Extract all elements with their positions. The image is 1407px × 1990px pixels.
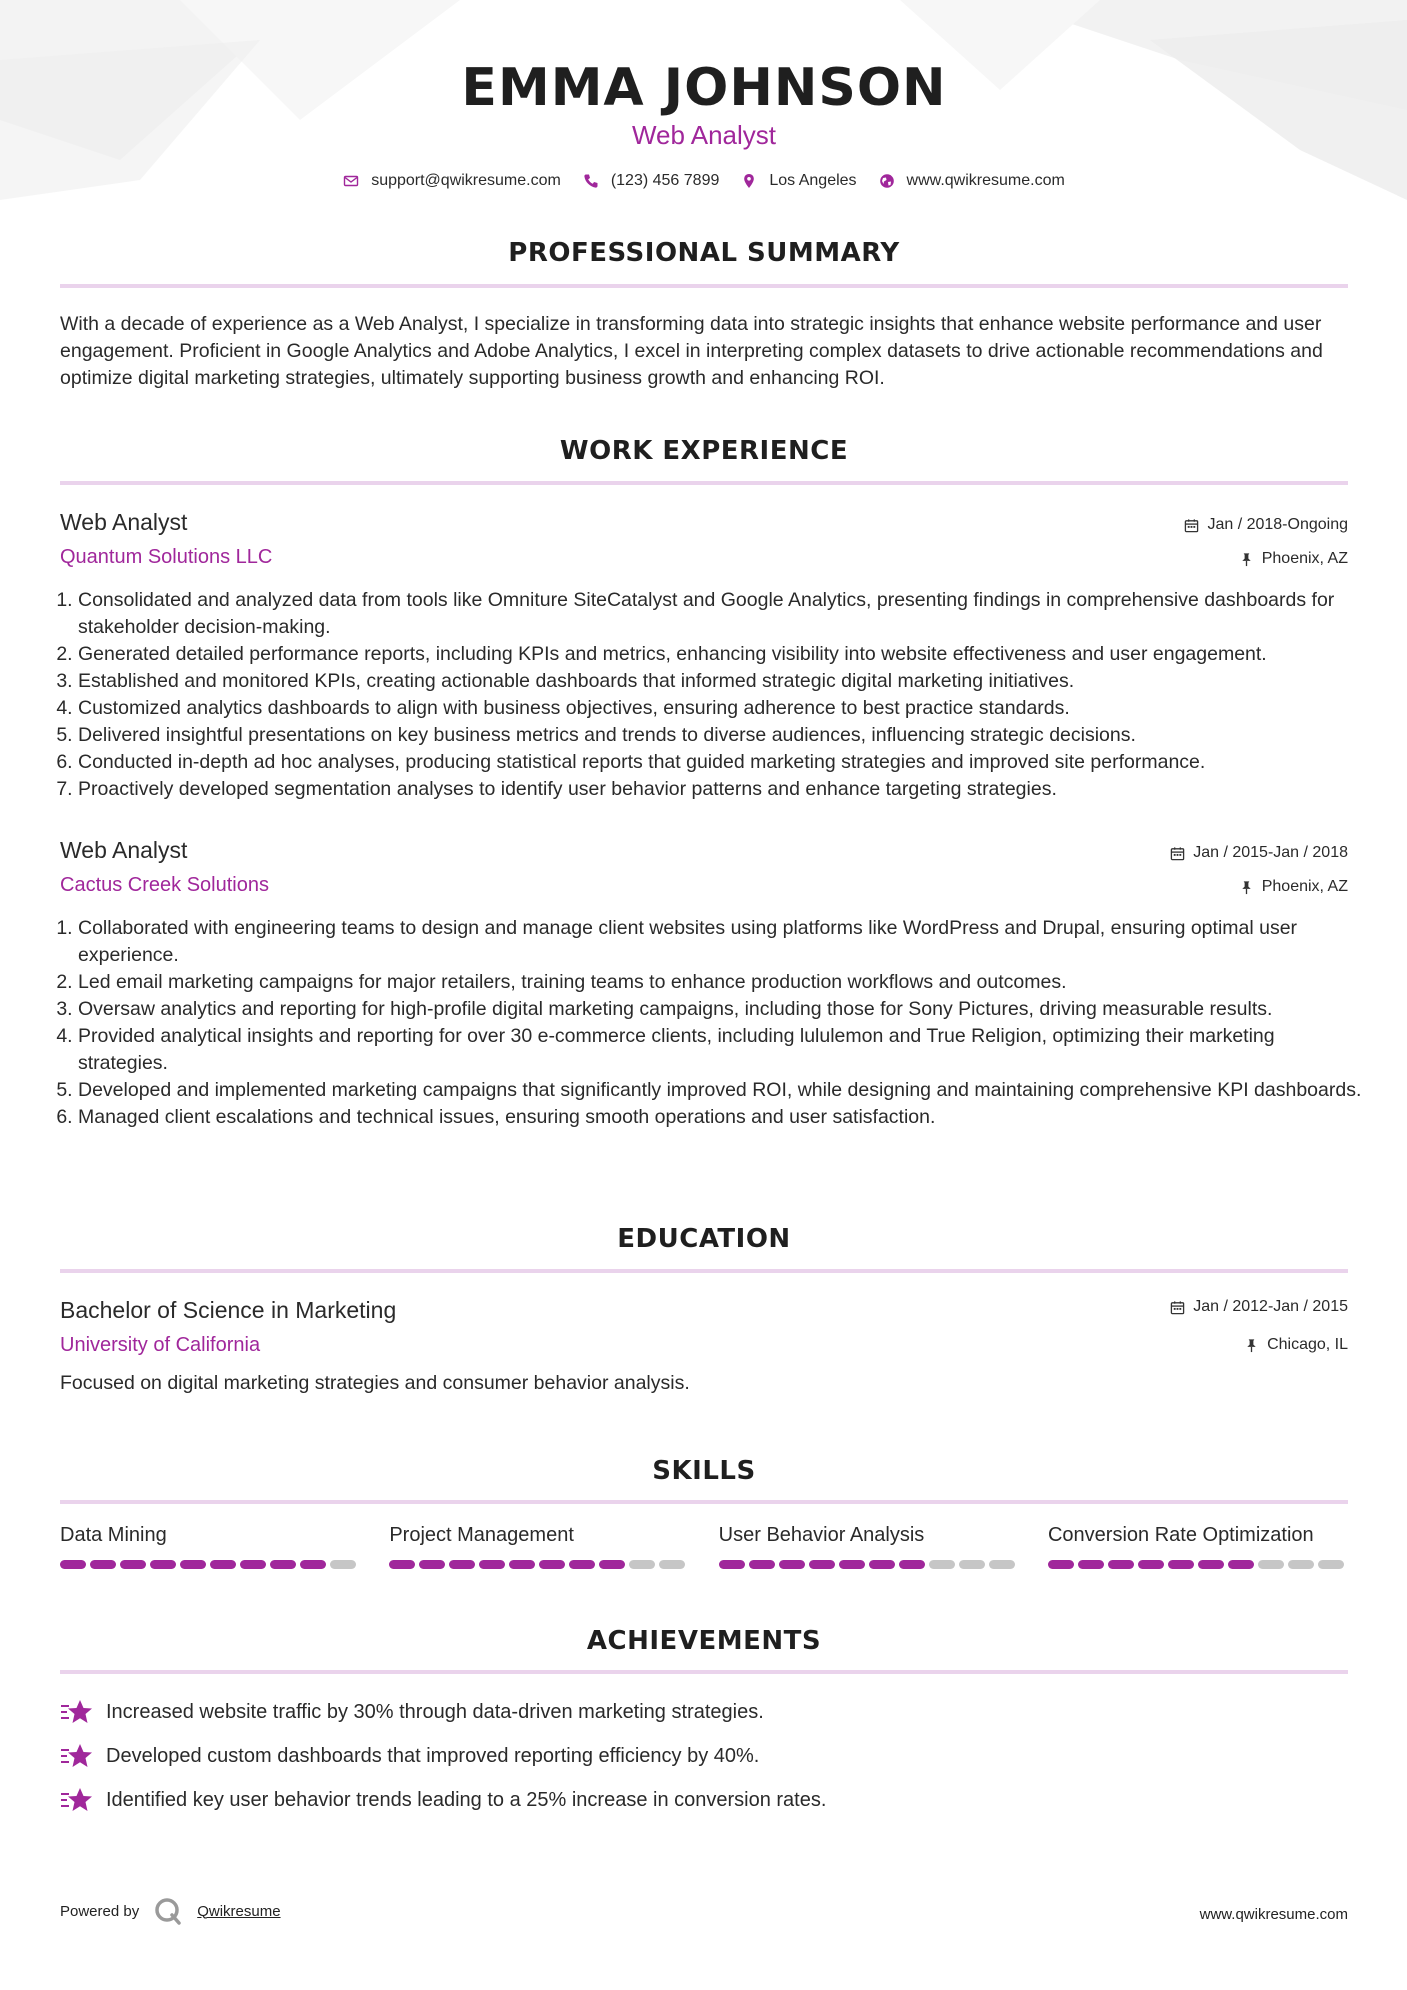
list-item: 3. Oversaw analytics and reporting for high-profile digital marketing campaigns, including those for Sony Pictures, driving measurable results. (78, 996, 1366, 1023)
skill-segment-filled (90, 1560, 116, 1569)
skill-segment-filled (569, 1560, 595, 1569)
skill-segment-filled (599, 1560, 625, 1569)
summary-divider (60, 284, 1348, 288)
skill-item (719, 1524, 1019, 1569)
skill-segment-filled (300, 1560, 326, 1569)
skill-name: Conversion Rate Optimization (1047, 1524, 1314, 1546)
skills-heading: SKILLS (652, 1456, 756, 1486)
education-dates-text: Jan / 2012-Jan / 2015 (1193, 1298, 1348, 1315)
skill-segment-filled (449, 1560, 475, 1569)
skill-segment-filled (180, 1560, 206, 1569)
list-item: 1. Consolidated and analyzed data from tools like Omniture SiteCatalyst and Google Analytics, presenting findings in comprehensive dashboards for stakeholder decision-making. (78, 587, 1366, 641)
achievements-heading: ACHIEVEMENTS (586, 1626, 822, 1656)
job-location-text: Phoenix, AZ (1261, 878, 1348, 895)
calendar-icon (1170, 1300, 1185, 1315)
powered-by-label: Powered by (60, 1902, 140, 1920)
skill-segment-filled (779, 1560, 805, 1569)
job-location (1239, 878, 1348, 896)
achievement-item (60, 1786, 826, 1814)
skill-segment-filled (150, 1560, 176, 1569)
list-item: 3. Established and monitored KPIs, creating actionable dashboards that informed strategic digital marketing initiatives. (78, 668, 1366, 695)
education-dates (1170, 1298, 1348, 1316)
skill-segment-filled (539, 1560, 565, 1569)
pushpin-icon (1239, 880, 1254, 895)
star-icon (60, 1742, 92, 1770)
job-duties-list (60, 587, 1366, 803)
summary-heading: PROFESSIONAL SUMMARY (508, 238, 900, 268)
job-dates-text: Jan / 2018-Ongoing (1207, 516, 1348, 533)
skill-segment-filled (869, 1560, 895, 1569)
skill-name: Project Management (389, 1524, 574, 1546)
job-company: Quantum Solutions LLC (60, 546, 273, 568)
list-item: 2. Generated detailed performance reports, including KPIs and metrics, enhancing visibility into website effectiveness and user engagement. (78, 641, 1366, 668)
experience-divider (60, 481, 1348, 485)
skill-segment-filled (1198, 1560, 1224, 1569)
skill-segment-filled (1138, 1560, 1164, 1569)
skill-segment-empty (1318, 1560, 1344, 1569)
job-dates (1184, 516, 1348, 534)
skill-rating-bar (1048, 1560, 1348, 1569)
job-location-text: Phoenix, AZ (1261, 550, 1348, 567)
calendar-icon (1184, 518, 1199, 533)
skill-segment-filled (899, 1560, 925, 1569)
education-description: Focused on digital marketing strategies and consumer behavior analysis. (60, 1372, 690, 1394)
footer-powered-by (60, 1896, 281, 1926)
website-text: www.qwikresume.com (906, 172, 1065, 189)
education-location (1244, 1336, 1348, 1354)
skills-list (60, 1524, 1348, 1569)
skill-segment-empty (1258, 1560, 1284, 1569)
skill-segment-empty (659, 1560, 685, 1569)
list-item: 5. Delivered insightful presentations on key business metrics and trends to diverse audiences, influencing strategic decisions. (78, 722, 1366, 749)
skill-segment-filled (719, 1560, 745, 1569)
achievements-divider (60, 1670, 1348, 1674)
skill-name: Data Mining (60, 1524, 167, 1546)
contact-bar (60, 172, 1348, 190)
skill-segment-filled (60, 1560, 86, 1569)
skill-segment-filled (749, 1560, 775, 1569)
skill-name: User Behavior Analysis (718, 1524, 925, 1546)
skill-segment-filled (809, 1560, 835, 1569)
job-location (1239, 550, 1348, 568)
skill-segment-empty (1288, 1560, 1314, 1569)
star-icon (60, 1786, 92, 1814)
skill-segment-filled (1228, 1560, 1254, 1569)
list-item: 2. Led email marketing campaigns for major retailers, training teams to enhance production workflows and outcomes. (78, 969, 1366, 996)
list-item: 6. Managed client escalations and technical issues, ensuring smooth operations and user satisfaction. (78, 1104, 1366, 1131)
list-item: 4. Customized analytics dashboards to align with business objectives, ensuring adherence to best practice standards. (78, 695, 1366, 722)
job-title: Web Analyst (60, 509, 188, 535)
list-item: 1. Collaborated with engineering teams to design and manage client websites using platforms like WordPress and Drupal, ensuring optimal user experience. (78, 915, 1366, 969)
skill-segment-filled (479, 1560, 505, 1569)
phone-icon (583, 173, 599, 189)
skill-segment-empty (959, 1560, 985, 1569)
skill-rating-bar (719, 1560, 1019, 1569)
list-item: 5. Developed and implemented marketing campaigns that significantly improved ROI, while designing and maintaining comprehensive KPI dashboards. (78, 1077, 1366, 1104)
job-dates (1170, 844, 1348, 862)
education-location-text: Chicago, IL (1267, 1336, 1348, 1353)
skill-rating-bar (60, 1560, 360, 1569)
contact-location (741, 172, 856, 190)
skill-segment-filled (1048, 1560, 1074, 1569)
job-dates-text: Jan / 2015-Jan / 2018 (1193, 844, 1348, 861)
skill-item (60, 1524, 360, 1569)
pushpin-icon (1244, 1338, 1259, 1353)
qwikresume-logo-icon (153, 1896, 183, 1926)
school-name: University of California (60, 1334, 261, 1356)
job-duties-list (60, 915, 1366, 1131)
list-item: 6. Conducted in-depth ad hoc analyses, producing statistical reports that guided marketing strategies and improved site performance. (78, 749, 1366, 776)
location-text: Los Angeles (769, 172, 857, 189)
contact-phone[interactable] (583, 172, 720, 190)
skill-segment-filled (839, 1560, 865, 1569)
list-item: 4. Provided analytical insights and reporting for over 30 e-commerce clients, including lululemon and True Religion, optimizing their marketing strategies. (78, 1023, 1366, 1077)
skills-divider (60, 1500, 1348, 1504)
education-heading: EDUCATION (617, 1224, 791, 1254)
education-divider (60, 1269, 1348, 1273)
summary-text: With a decade of experience as a Web Analyst, I specialize in transforming data into strategic insights that enhance website performance and user engagement. Proficient in Google Analytics and Adobe Analytics, I excel in interpreting complex datasets to drive actionable recommendations and optimize digital marketing strategies, ultimately supporting business growth and enhancing ROI. (60, 313, 1323, 389)
skill-segment-filled (1108, 1560, 1134, 1569)
skill-segment-filled (270, 1560, 296, 1569)
skill-segment-empty (629, 1560, 655, 1569)
footer-website[interactable]: www.qwikresume.com (1199, 1906, 1348, 1923)
contact-website[interactable] (879, 172, 1065, 190)
candidate-title: Web Analyst (631, 120, 777, 150)
list-item: 7. Proactively developed segmentation analyses to identify user behavior patterns and enhance targeting strategies. (78, 776, 1366, 803)
skill-segment-empty (929, 1560, 955, 1569)
achievement-text: Developed custom dashboards that improved reporting efficiency by 40%. (106, 1744, 760, 1767)
skill-segment-empty (330, 1560, 356, 1569)
skill-segment-filled (210, 1560, 236, 1569)
qwikresume-link[interactable]: Qwikresume (197, 1902, 281, 1920)
skill-rating-bar (389, 1560, 689, 1569)
skill-item (1048, 1524, 1348, 1569)
degree-title: Bachelor of Science in Marketing (60, 1297, 397, 1323)
job-company: Cactus Creek Solutions (60, 874, 269, 896)
map-pin-icon (741, 173, 757, 189)
skill-segment-filled (1168, 1560, 1194, 1569)
candidate-name: EMMA JOHNSON (461, 58, 947, 118)
skill-item (389, 1524, 689, 1569)
job-title: Web Analyst (60, 837, 188, 863)
skill-segment-filled (389, 1560, 415, 1569)
skill-segment-filled (509, 1560, 535, 1569)
calendar-icon (1170, 846, 1185, 861)
email-text: support@qwikresume.com (371, 172, 561, 189)
envelope-icon (343, 173, 359, 189)
contact-email[interactable] (343, 172, 561, 190)
skill-segment-filled (120, 1560, 146, 1569)
skill-segment-filled (419, 1560, 445, 1569)
star-icon (60, 1698, 92, 1726)
pushpin-icon (1239, 552, 1254, 567)
achievement-item (60, 1698, 764, 1726)
experience-heading: WORK EXPERIENCE (559, 436, 849, 466)
achievement-text: Identified key user behavior trends leading to a 25% increase in conversion rates. (106, 1788, 827, 1811)
phone-text: (123) 456 7899 (610, 172, 720, 189)
skill-segment-filled (240, 1560, 266, 1569)
skill-segment-filled (1078, 1560, 1104, 1569)
achievement-text: Increased website traffic by 30% through data-driven marketing strategies. (106, 1700, 764, 1723)
skill-segment-empty (989, 1560, 1015, 1569)
achievement-item (60, 1742, 759, 1770)
globe-icon (879, 173, 895, 189)
